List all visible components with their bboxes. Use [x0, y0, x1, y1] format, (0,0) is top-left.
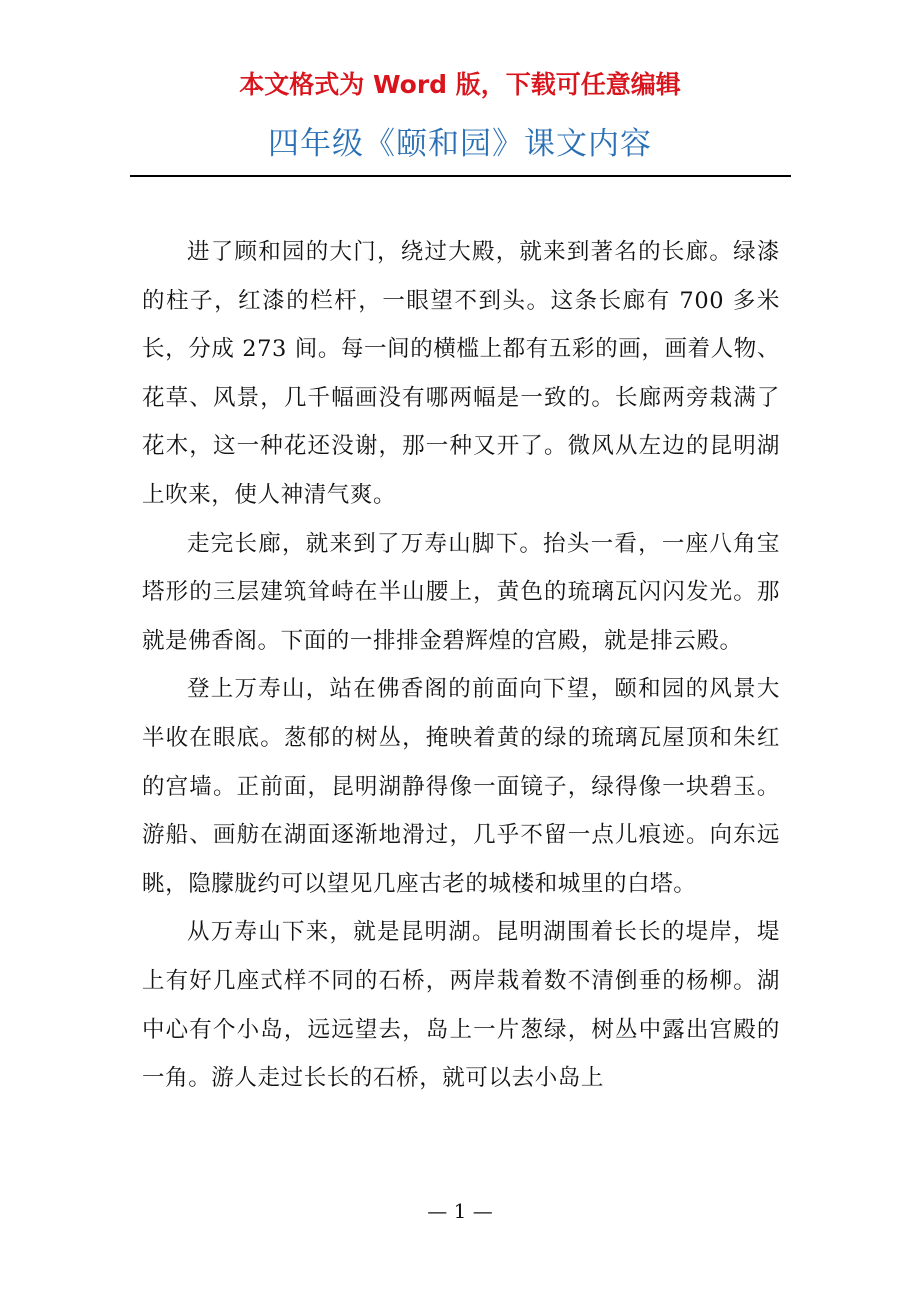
paragraph-4: 从万寿山下来，就是昆明湖。昆明湖围着长长的堤岸，堤上有好几座式样不同的石桥，两岸栽着数不清倒垂的杨柳。湖中心有个小岛，远远望去，岛上一片葱绿，树丛中露出宫殿的一角。游人走过长长的石桥，就可以去小岛上 — [142, 919, 780, 1092]
page-number: — 1 — — [427, 1199, 493, 1223]
title-divider — [130, 175, 791, 177]
paragraph-3: 登上万寿山，站在佛香阁的前面向下望，颐和园的风景大半收在眼底。葱郁的树丛，掩映着黄的绿的琉璃瓦屋顶和朱红的宫墙。正前面，昆明湖静得像一面镜子，绿得像一块碧玉。游船、画舫在湖面逐渐地滑过，几乎不留一点儿痕迹。向东远眺，隐朦胧约可以望见几座古老的城楼和城里的白塔。 — [142, 676, 780, 897]
paragraph-1: 进了顾和园的大门，绕过大殿，就来到著名的长廊。绿漆的柱子，红漆的栏杆，一眼望不到头。这条长廊有 700 多米长，分成 273 间。每一间的横槛上都有五彩的画，画着人物、花草、风景，几千幅画没有哪两幅是一致的。长廊两旁栽满了花木，这一种花还没谢，那一种又开了。微风从左边的昆明湖上吹来，使人神清气爽。 — [142, 239, 780, 508]
article-body — [142, 228, 780, 1103]
format-notice: 本文格式为 Word 版，下载可任意编辑 — [239, 70, 681, 99]
paragraph-2: 走完长廊，就来到了万寿山脚下。抬头一看，一座八角宝塔形的三层建筑耸峙在半山腰上，黄色的琉璃瓦闪闪发光。那就是佛香阁。下面的一排排金碧辉煌的宫殿，就是排云殿。 — [142, 530, 780, 654]
page-title: 四年级《颐和园》课文内容 — [268, 126, 652, 162]
